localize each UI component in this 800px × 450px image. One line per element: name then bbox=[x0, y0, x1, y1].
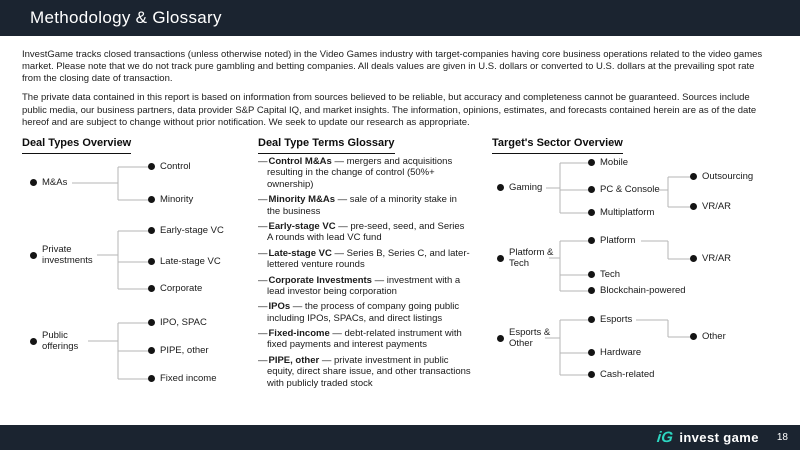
tree-node-blockchain-powered bbox=[588, 285, 686, 296]
page-title: Methodology & Glossary bbox=[30, 8, 222, 27]
node-label: Corporate bbox=[160, 283, 203, 294]
bullet-dot bbox=[588, 159, 595, 166]
node-label: Fixed income bbox=[160, 373, 217, 384]
bullet-dot bbox=[497, 184, 504, 191]
node-label: Gaming bbox=[509, 182, 543, 193]
bullet-dot bbox=[588, 371, 595, 378]
dash: — bbox=[258, 156, 268, 167]
node-label: Tech bbox=[600, 269, 621, 280]
node-label: VR/AR bbox=[702, 201, 732, 212]
dash: — bbox=[258, 274, 268, 286]
node-label: Blockchain-powered bbox=[600, 285, 686, 296]
tree-node-mobile bbox=[588, 157, 628, 168]
dash: — bbox=[258, 328, 268, 340]
heading-sectors: Target's Sector Overview bbox=[492, 137, 623, 154]
tree-node-tech bbox=[588, 269, 620, 280]
glossary-term: PIPE, other bbox=[268, 354, 320, 366]
bullet-dot bbox=[148, 196, 155, 203]
bullet-dot bbox=[148, 375, 155, 382]
bullet-dot bbox=[30, 252, 37, 259]
intro-paragraph-2: The private data contained in this report is based on information from sources believed to be reliable, but accuracy and completeness cannot be guaranteed. Sources include public media, our business partners, data provider S&P Capital IQ, and market insights. The information, opinions, estimates, and forecasts contained herein are as of the date hereof and are subject to change without prior notification. We seek to update our research as appropriate. bbox=[22, 92, 757, 128]
glossary-item bbox=[258, 221, 471, 244]
glossary-item bbox=[258, 275, 471, 298]
tree-node-private-investments bbox=[30, 244, 96, 266]
tree-node-mas bbox=[30, 177, 67, 188]
bullet-dot bbox=[588, 209, 595, 216]
glossary-definition: — the process of company going public including IPOs, SPACs, and direct listings bbox=[267, 301, 460, 324]
logo-text: invest game bbox=[679, 430, 759, 445]
bullet-dot bbox=[588, 271, 595, 278]
tree-node-minority bbox=[148, 194, 193, 205]
node-label: Platform & Tech bbox=[509, 247, 554, 270]
tree-node-cash-related bbox=[588, 369, 654, 380]
glossary-list bbox=[258, 156, 471, 393]
tree-node-vr-ar-gaming bbox=[690, 201, 731, 212]
glossary-item bbox=[258, 301, 471, 324]
bullet-dot bbox=[148, 258, 155, 265]
glossary-definition: — private investment in public equity, direct share issue, and other transactions with publicly traded stock bbox=[267, 354, 471, 389]
glossary-term: Fixed-income bbox=[268, 328, 330, 340]
tree-node-vr-ar-platform bbox=[690, 253, 731, 264]
node-label: Outsourcing bbox=[702, 171, 754, 182]
node-label: Control bbox=[160, 161, 191, 172]
dash: — bbox=[258, 301, 268, 313]
tree-node-pc-console bbox=[588, 184, 660, 195]
bullet-dot bbox=[30, 338, 37, 345]
bullet-dot bbox=[148, 347, 155, 354]
bullet-dot bbox=[690, 255, 697, 262]
glossary-item bbox=[258, 156, 471, 190]
tree-node-multiplatform bbox=[588, 207, 654, 218]
glossary-definition: — mergers and acquisitions resulting in the change of control (50%+ ownership) bbox=[267, 156, 453, 190]
node-label: Esports & Other bbox=[509, 327, 551, 350]
node-label: VR/AR bbox=[702, 253, 732, 264]
node-label: M&As bbox=[42, 177, 68, 188]
tree-node-public-offerings bbox=[30, 330, 96, 352]
node-label: PC & Console bbox=[600, 184, 660, 195]
dash: — bbox=[258, 220, 268, 232]
glossary-term: IPOs bbox=[268, 301, 291, 313]
node-label: Esports bbox=[600, 314, 633, 325]
tree-node-fixed-income bbox=[148, 373, 217, 384]
dash: — bbox=[258, 194, 268, 206]
glossary-item bbox=[258, 355, 471, 389]
glossary-item bbox=[258, 248, 471, 271]
heading-glossary: Deal Type Terms Glossary bbox=[258, 137, 395, 154]
glossary-definition: — investment with a lead investor being corporation bbox=[267, 274, 461, 297]
node-label: Mobile bbox=[600, 157, 628, 168]
tree-node-pipe-other bbox=[148, 345, 209, 356]
bullet-dot bbox=[497, 255, 504, 262]
glossary-item bbox=[258, 328, 471, 351]
heading-deal-types: Deal Types Overview bbox=[22, 137, 131, 154]
dash: — bbox=[258, 247, 268, 259]
node-label: Cash-related bbox=[600, 369, 655, 380]
tree-node-gaming bbox=[497, 182, 542, 193]
glossary-item bbox=[258, 194, 471, 217]
tree-node-control bbox=[148, 161, 191, 172]
bullet-dot bbox=[30, 179, 37, 186]
page-number: 18 bbox=[776, 432, 788, 443]
glossary-term: Corporate Investments bbox=[268, 274, 372, 286]
glossary-term: Early-stage VC bbox=[268, 220, 336, 232]
bullet-dot bbox=[588, 237, 595, 244]
investgame-logo bbox=[657, 429, 758, 446]
tree-node-hardware bbox=[588, 347, 641, 358]
tree-node-ipo-spac bbox=[148, 317, 207, 328]
bullet-dot bbox=[148, 285, 155, 292]
bullet-dot bbox=[497, 335, 504, 342]
dash: — bbox=[258, 354, 268, 366]
header-bar bbox=[0, 0, 800, 36]
tree-node-corporate bbox=[148, 283, 202, 294]
bullet-dot bbox=[148, 319, 155, 326]
logo-ig-icon: iG bbox=[656, 429, 675, 446]
bullet-dot bbox=[588, 186, 595, 193]
node-label: Platform bbox=[600, 235, 636, 246]
tree-node-platform-tech bbox=[497, 247, 555, 269]
glossary-definition: — sale of a minority stake in the business bbox=[267, 194, 457, 217]
bullet-dot bbox=[588, 349, 595, 356]
intro-paragraph-1: InvestGame tracks closed transactions (unless otherwise noted) in the Video Games industry with target-companies having core business operations related to the video games market. Please note that we do not track pure gambling and betting companies. All deals values are given in U.S. dollars or converted to U.S. dollars at the prevailing spot rate from the closing date of transaction. bbox=[22, 49, 763, 85]
node-label: Multiplatform bbox=[600, 207, 655, 218]
glossary-definition: — Series B, Series C, and later-lettered venture rounds bbox=[267, 247, 470, 271]
tree-node-other bbox=[690, 331, 726, 342]
glossary-term: Late-stage VC bbox=[268, 247, 332, 259]
node-label: Other bbox=[702, 331, 726, 342]
node-label: Minority bbox=[160, 194, 194, 205]
node-label: IPO, SPAC bbox=[160, 317, 207, 328]
bullet-dot bbox=[148, 227, 155, 234]
node-label: Hardware bbox=[600, 347, 642, 358]
tree-node-platform bbox=[588, 235, 635, 246]
bullet-dot bbox=[690, 203, 697, 210]
bullet-dot bbox=[690, 173, 697, 180]
node-label: Late-stage VC bbox=[160, 256, 221, 267]
glossary-term: Control M&As bbox=[268, 156, 332, 167]
bullet-dot bbox=[690, 333, 697, 340]
tree-node-outsourcing bbox=[690, 171, 753, 182]
node-label: Public offerings bbox=[42, 330, 79, 353]
glossary-definition: — pre-seed, seed, and Series A rounds with lead VC fund bbox=[267, 220, 465, 244]
bullet-dot bbox=[148, 163, 155, 170]
tree-node-early-stage-vc bbox=[148, 225, 224, 236]
footer-bar bbox=[0, 425, 800, 450]
node-label: Early-stage VC bbox=[160, 225, 224, 236]
tree-node-esports-other bbox=[497, 327, 553, 349]
glossary-term: Minority M&As bbox=[268, 194, 335, 206]
tree-node-esports bbox=[588, 314, 632, 325]
node-label: PIPE, other bbox=[160, 345, 209, 356]
intro-text bbox=[22, 49, 770, 136]
glossary-definition: — debt-related instrument with fixed payments and interest payments bbox=[267, 328, 462, 351]
bullet-dot bbox=[588, 316, 595, 323]
node-label: Private investments bbox=[42, 244, 93, 267]
bullet-dot bbox=[588, 287, 595, 294]
tree-node-late-stage-vc bbox=[148, 256, 221, 267]
